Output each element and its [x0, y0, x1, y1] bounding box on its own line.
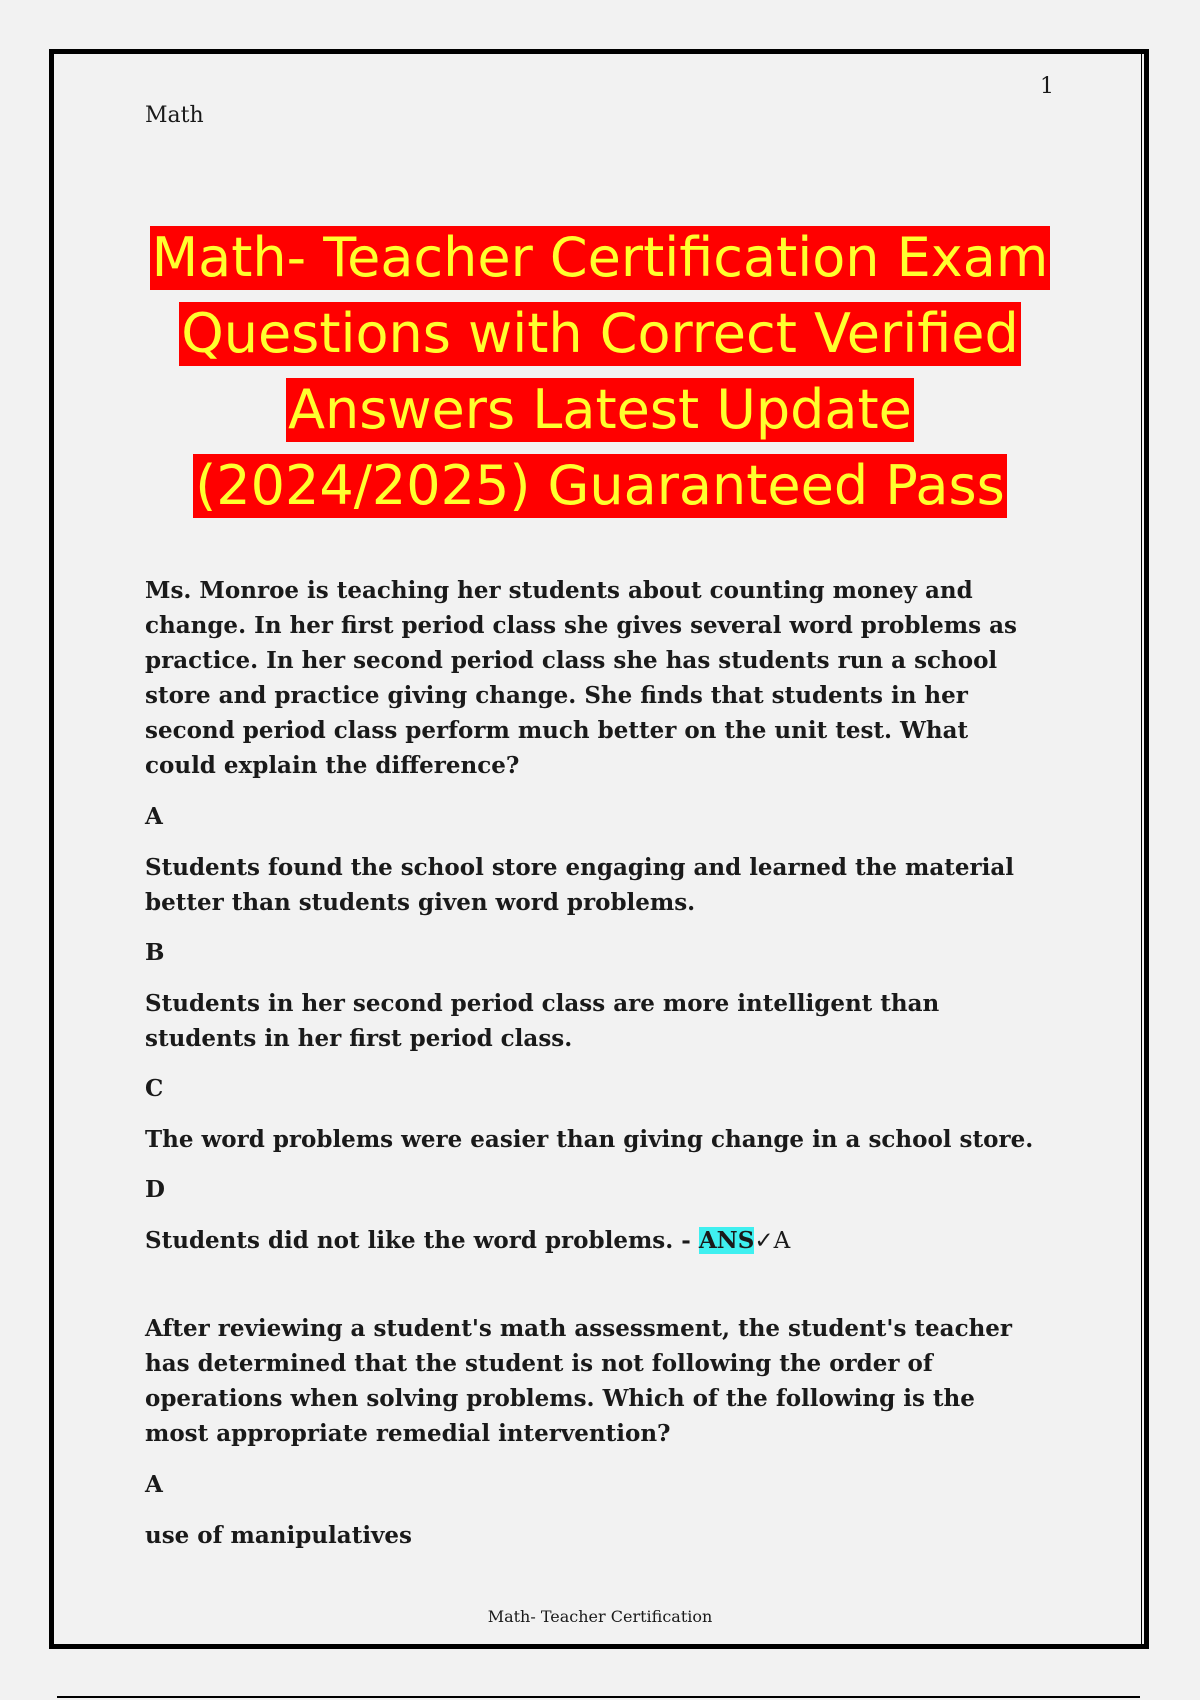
document-title [120, 220, 1080, 524]
title-line: Math- Teacher Certification Exam [151, 226, 1049, 289]
option-text: use of manipulatives [145, 1522, 413, 1549]
page-number: 1 [1040, 74, 1054, 99]
title-line: (2024/2025) Guaranteed Pass [195, 454, 1005, 517]
question-2-stem: After reviewing a student's math assessment, the student's teacher has determined that the student is not following the order of operations when solving problems. Which of the following is the most appropriate remedial intervention? [145, 1315, 1013, 1447]
option-letter: A [145, 1471, 163, 1498]
option-text: The word problems were easier than giving change in a school store. [145, 1126, 1034, 1153]
option-letter: D [145, 1176, 165, 1203]
option-text: Students in her second period class are more intelligent than students in her first period class. [145, 990, 940, 1052]
option-text: Students did not like the word problems. - [145, 1227, 691, 1254]
running-header: Math [145, 103, 204, 128]
question-1-stem: Ms. Monroe is teaching her students about counting money and change. In her first period class she gives several word problems as practice. In her second period class she has students run a school store and practice giving change. She finds that students in her second period class perform much better on the unit test. What could explain the difference? [145, 577, 1017, 779]
answer-line [145, 1223, 1045, 1259]
bottom-rule [57, 1696, 1140, 1698]
option-letter: B [145, 939, 165, 966]
page-footer: Math- Teacher Certification [487, 1607, 713, 1626]
title-line: Questions with Correct Verified [181, 302, 1019, 365]
question-content [145, 573, 1045, 1568]
answer-label: ANS [698, 1227, 755, 1254]
title-line: Answers Latest Update [288, 378, 912, 441]
option-text: Students found the school store engaging and learned the material better than students given word problems. [145, 854, 1015, 916]
option-letter: A [145, 803, 163, 830]
option-letter: C [145, 1075, 164, 1102]
answer-mark: ✓A [754, 1228, 791, 1254]
